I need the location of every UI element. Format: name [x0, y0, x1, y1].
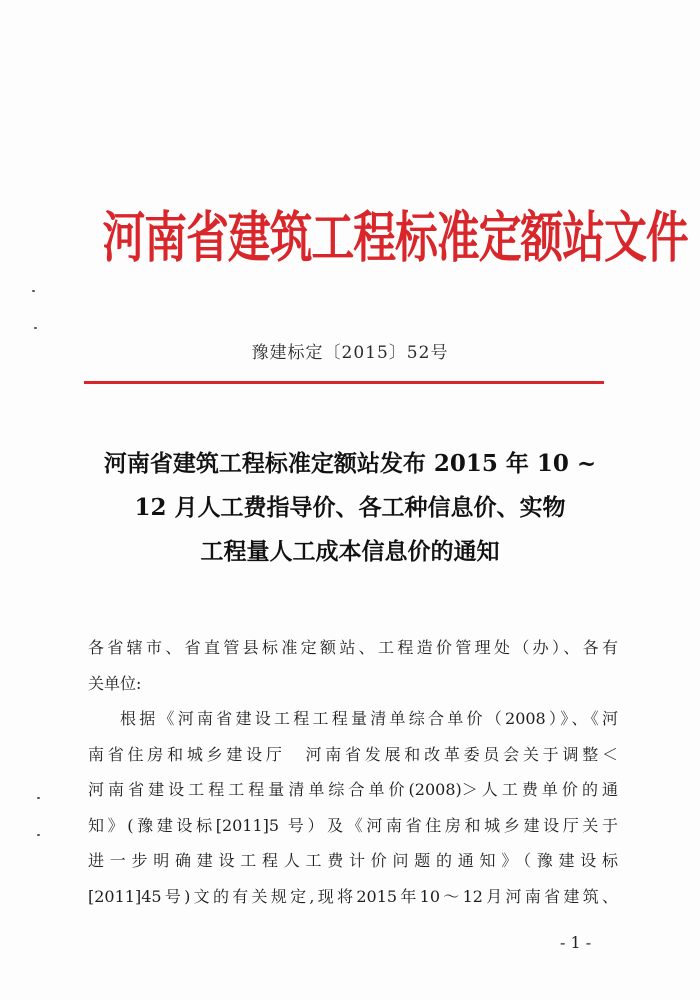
- body-line: 河南省建设工程工程量清单综合单价(2008)＞人工费单价的通: [88, 780, 618, 799]
- document-header-title: 河南省建筑工程标准定额站文件: [102, 205, 688, 270]
- notice-title-line: 工程量人工成本信息价的通知: [200, 538, 500, 565]
- body-line: 进一步明确建设工程人工费计价问题的通知》（豫建设标: [88, 851, 618, 870]
- scan-speck: [37, 834, 40, 836]
- notice-body: [88, 630, 618, 914]
- body-line: [2011]45号)文的有关规定,现将2015年10～12月河南省建筑、: [88, 886, 618, 906]
- body-line: 南省住房和城乡建设厅 河南省发展和改革委员会关于调整＜: [88, 744, 618, 764]
- body-line: 根据《河南省建设工程工程量清单综合单价（2008）》、《河: [120, 709, 618, 728]
- notice-title-line: 12 月人工费指导价、各工种信息价、实物: [134, 494, 566, 521]
- notice-title: [60, 442, 640, 574]
- scan-speck: [32, 290, 35, 292]
- notice-title-line: 河南省建筑工程标准定额站发布 2015 年 10 ~: [103, 450, 597, 477]
- body-line: 知》(豫建设标[2011]5 号）及《河南省住房和城乡建设厅关于: [88, 815, 618, 835]
- body-line-addressee-cont: 关单位:: [88, 673, 142, 693]
- document-number: 豫建标定〔2015〕52号: [251, 343, 449, 363]
- page-number: - 1 -: [560, 933, 592, 952]
- scan-speck: [34, 327, 37, 329]
- scan-speck: [37, 797, 40, 799]
- body-line-addressee: 各省辖市、省直管县标准定额站、工程造价管理处（办）、各有: [88, 638, 618, 657]
- red-divider-line: [84, 381, 604, 384]
